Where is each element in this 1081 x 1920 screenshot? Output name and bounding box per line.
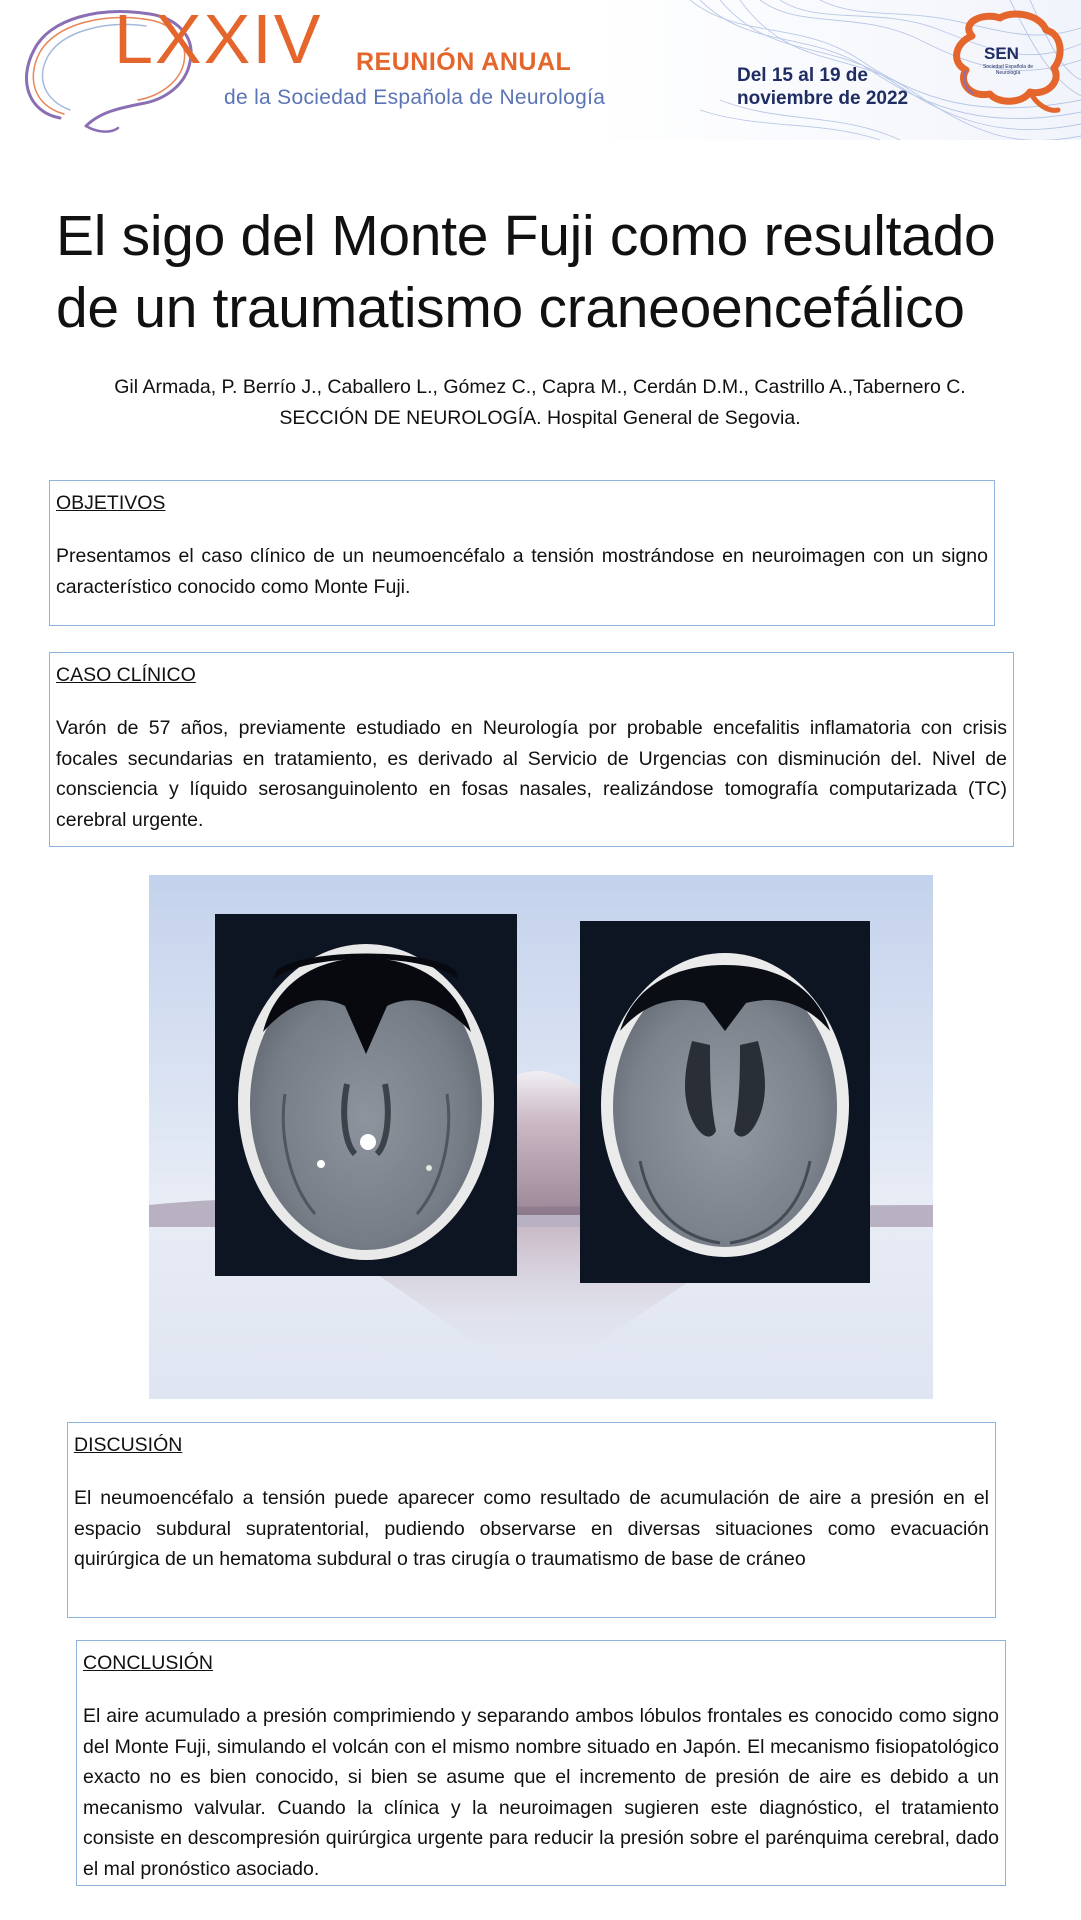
sen-logo-text: SEN xyxy=(984,44,1019,63)
section-caso-clinico xyxy=(49,652,1014,847)
section-heading: OBJETIVOS xyxy=(56,492,166,514)
section-text: Varón de 57 años, previamente estudiado en Neurología por probable encefalitis inflamatoria con crisis focales secundarias en tratamiento, es derivado al Servicio de Urgencias con disminución del. Nivel de consciencia y líquido serosanguinolento en fosas nasales, realizándose tomografía computarizada (TC) cerebral urgente. xyxy=(56,717,1007,831)
author-affiliation: SECCIÓN DE NEUROLOGÍA. Hospital General de Segovia. xyxy=(279,407,801,429)
figure-panel xyxy=(149,875,933,1399)
conference-dates xyxy=(737,64,908,110)
section-objetivos xyxy=(49,480,995,626)
section-heading: CONCLUSIÓN xyxy=(83,1652,214,1674)
conference-edition: LXXIV xyxy=(114,0,323,78)
poster-title-line2: de un traumatismo craneoencefálico xyxy=(56,276,965,340)
poster-title-line1: El sigo del Monte Fuji como resultado xyxy=(56,204,996,268)
ct-scan-2-icon xyxy=(580,921,870,1283)
ct-scan-1-icon xyxy=(215,914,517,1276)
conference-banner xyxy=(0,0,1081,140)
poster-title xyxy=(56,200,1066,344)
conference-dates-line1: Del 15 al 19 de xyxy=(737,65,868,86)
author-list: Gil Armada, P. Berrío J., Caballero L., Gómez C., Capra M., Cerdán D.M., Castrillo A.,Tabernero C. xyxy=(114,376,966,398)
conference-meeting-label: REUNIÓN ANUAL xyxy=(356,48,572,76)
section-heading: DISCUSIÓN xyxy=(74,1434,183,1456)
section-conclusion xyxy=(76,1640,1006,1886)
section-text: El aire acumulado a presión comprimiendo y separando ambos lóbulos frontales es conocido como signo del Monte Fuji, simulando el volcán con el mismo nombre situado en Japón. El mecanismo fisiopatológico exacto no es bien conocido, si bien se asume que el incremento de presión de aire es debido a un mecanismo valvular. Cuando la clínica y la neuroimagen sugieren este diagnóstico, el tratamiento consiste en descompresión quirúrgica urgente para reducir la presión sobre el parénquima cerebral, dado el mal pronóstico asociado. xyxy=(83,1705,999,1880)
section-text: Presentamos el caso clínico de un neumoencéfalo a tensión mostrándose en neuroimagen con un signo característico conocido como Monte Fuji. xyxy=(56,545,988,598)
author-block xyxy=(40,372,1040,434)
section-text: El neumoencéfalo a tensión puede aparecer como resultado de acumulación de aire a presión en el espacio subdural supratentorial, pudiendo observarse en diversas situaciones como evacuación quirúrgica de un hematoma subdural o tras cirugía o traumatismo de base de cráneo xyxy=(74,1487,989,1571)
sen-logo-subtitle: Sociedad Española de Neurología xyxy=(982,64,1034,76)
ct-scan-image-1 xyxy=(215,914,517,1276)
conference-society-name: de la Sociedad Española de Neurología xyxy=(224,86,606,109)
section-discusion xyxy=(67,1422,996,1618)
ct-scan-image-2 xyxy=(580,921,870,1283)
section-heading: CASO CLÍNICO xyxy=(56,664,196,686)
conference-dates-line2: noviembre de 2022 xyxy=(737,88,909,110)
